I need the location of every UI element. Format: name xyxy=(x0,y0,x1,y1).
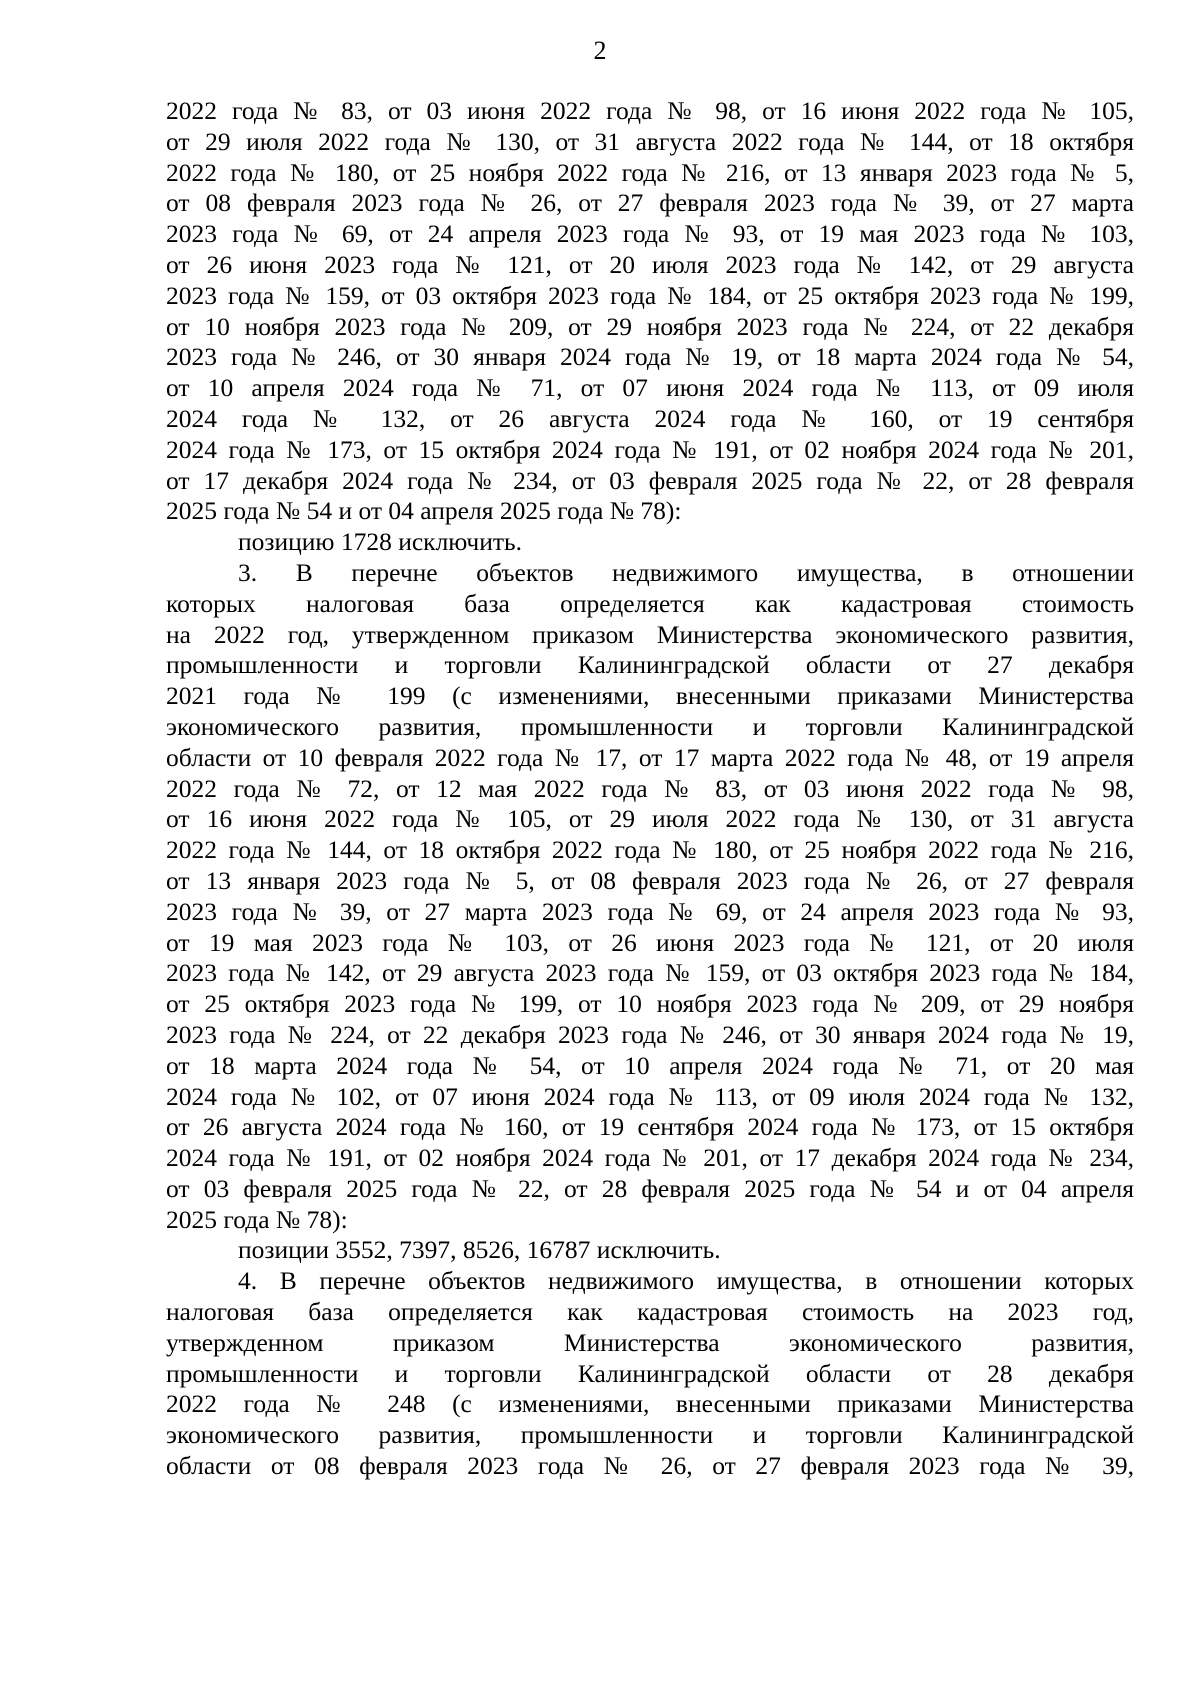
text-line: 2025 года № 54 и от 04 апреля 2025 года № 78): xyxy=(166,496,682,526)
text-line: от 10 ноября 2023 года № 209, от 29 ноября 2023 года № 224, от 22 декабря xyxy=(166,311,1134,341)
paragraph-p-exclude-positions xyxy=(166,1235,1134,1266)
text-line: 2023 года № 246, от 30 января 2024 года № 19, от 18 марта 2024 года № 54, xyxy=(166,342,1134,372)
text-line: экономического развития, промышленности и торговли Калининградской xyxy=(166,1420,1134,1450)
text-line: от 25 октября 2023 года № 199, от 10 ноября 2023 года № 209, от 29 ноября xyxy=(166,989,1134,1019)
text-line: промышленности и торговли Калининградской области от 28 декабря xyxy=(166,1358,1134,1388)
text-line: от 13 января 2023 года № 5, от 08 февраля 2023 года № 26, от 27 февраля xyxy=(166,865,1134,895)
paragraph-p-continuation xyxy=(166,96,1134,527)
paragraph-p-item-4 xyxy=(166,1266,1134,1482)
text-line: от 08 февраля 2023 года № 26, от 27 февраля 2023 года № 39, от 27 марта xyxy=(166,188,1134,218)
text-line: 2022 года № 83, от 03 июня 2022 года № 98, от 16 июня 2022 года № 105, xyxy=(166,96,1134,125)
text-line: 2022 года № 180, от 25 ноября 2022 года № 216, от 13 января 2023 года № 5, xyxy=(166,157,1134,187)
text-line: 2023 года № 224, от 22 декабря 2023 года № 246, от 30 января 2024 года № 19, xyxy=(166,1019,1134,1049)
text-line: от 10 апреля 2024 года № 71, от 07 июня 2024 года № 113, от 09 июля xyxy=(166,373,1134,403)
text-line: 2023 года № 69, от 24 апреля 2023 года № 93, от 19 мая 2023 года № 103, xyxy=(166,219,1134,249)
text-line: 2024 года № 191, от 02 ноября 2024 года № 201, от 17 декабря 2024 года № 234, xyxy=(166,1143,1134,1173)
text-line: 2023 года № 142, от 29 августа 2023 года № 159, от 03 октября 2023 года № 184, xyxy=(166,958,1134,988)
text-line: утвержденном приказом Министерства экономического развития, xyxy=(166,1327,1134,1357)
text-line: промышленности и торговли Калининградской области от 27 декабря xyxy=(166,650,1134,680)
text-line: на 2022 год, утвержденном приказом Министерства экономического развития, xyxy=(166,619,1134,649)
text-line: от 17 декабря 2024 года № 234, от 03 февраля 2025 года № 22, от 28 февраля xyxy=(166,465,1134,495)
paragraph-p-item-3 xyxy=(166,558,1134,1236)
text-line: 2023 года № 39, от 27 марта 2023 года № 69, от 24 апреля 2023 года № 93, xyxy=(166,896,1134,926)
text-line: 4. В перечне объектов недвижимого имущества, в отношении которых xyxy=(238,1266,1134,1296)
text-line: налоговая база определяется как кадастровая стоимость на 2023 год, xyxy=(166,1297,1134,1327)
text-line: 2025 года № 78): xyxy=(166,1204,348,1234)
text-line: позиции 3552, 7397, 8526, 16787 исключить. xyxy=(238,1235,721,1265)
paragraph-p-exclude-1728 xyxy=(166,527,1134,558)
text-line: 2024 года № 132, от 26 августа 2024 года № 160, от 19 сентября xyxy=(166,403,1134,433)
text-line: 2022 года № 144, от 18 октября 2022 года № 180, от 25 ноября 2022 года № 216, xyxy=(166,835,1134,865)
page-number: 2 xyxy=(593,36,607,65)
text-line: 2021 года № 199 (с изменениями, внесенными приказами Министерства xyxy=(166,681,1134,711)
text-line: от 03 февраля 2025 года № 22, от 28 февраля 2025 года № 54 и от 04 апреля xyxy=(166,1173,1134,1203)
document-body xyxy=(166,96,1134,1482)
text-line: 2022 года № 72, от 12 мая 2022 года № 83, от 03 июня 2022 года № 98, xyxy=(166,773,1134,803)
text-line: 2024 года № 173, от 15 октября 2024 года № 191, от 02 ноября 2024 года № 201, xyxy=(166,434,1134,464)
text-line: области от 10 февраля 2022 года № 17, от 17 марта 2022 года № 48, от 19 апреля xyxy=(166,742,1134,772)
text-line: 2023 года № 159, от 03 октября 2023 года № 184, от 25 октября 2023 года № 199, xyxy=(166,280,1134,310)
text-line: которых налоговая база определяется как кадастровая стоимость xyxy=(166,588,1134,618)
text-line: от 26 июня 2023 года № 121, от 20 июля 2023 года № 142, от 29 августа xyxy=(166,249,1134,279)
text-line: 3. В перечне объектов недвижимого имущества, в отношении xyxy=(238,557,1134,587)
text-line: позицию 1728 исключить. xyxy=(238,527,522,557)
text-line: от 18 марта 2024 года № 54, от 10 апреля 2024 года № 71, от 20 мая xyxy=(166,1050,1134,1080)
text-line: экономического развития, промышленности и торговли Калининградской xyxy=(166,711,1134,741)
text-line: 2024 года № 102, от 07 июня 2024 года № 113, от 09 июля 2024 года № 132, xyxy=(166,1081,1134,1111)
text-line: от 29 июля 2022 года № 130, от 31 августа 2022 года № 144, от 18 октября xyxy=(166,126,1134,156)
text-line: от 19 мая 2023 года № 103, от 26 июня 2023 года № 121, от 20 июля xyxy=(166,927,1134,957)
text-line: от 26 августа 2024 года № 160, от 19 сентября 2024 года № 173, от 15 октября xyxy=(166,1112,1134,1142)
text-line: 2022 года № 248 (с изменениями, внесенными приказами Министерства xyxy=(166,1389,1134,1419)
text-line: от 16 июня 2022 года № 105, от 29 июля 2022 года № 130, от 31 августа xyxy=(166,804,1134,834)
text-line: области от 08 февраля 2023 года № 26, от 27 февраля 2023 года № 39, xyxy=(166,1451,1134,1481)
